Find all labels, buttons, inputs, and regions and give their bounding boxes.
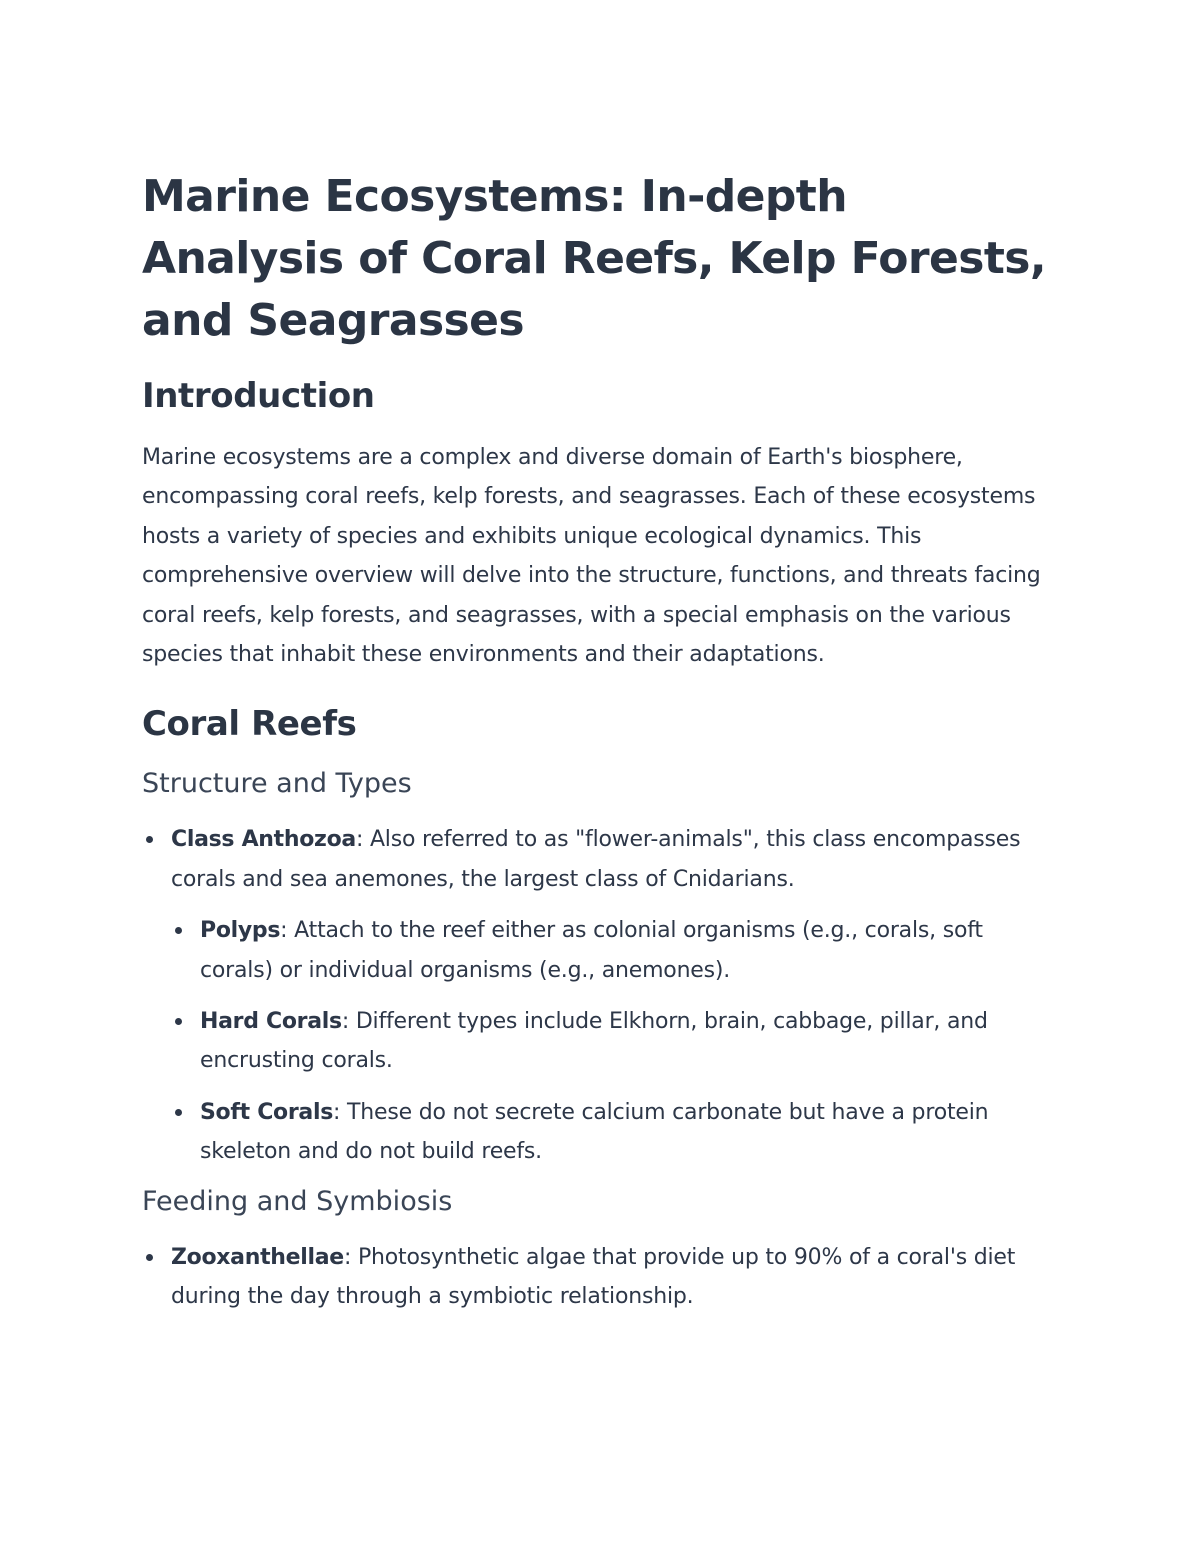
coral-reefs-heading: Coral Reefs [142,704,357,745]
description: : Also referred to as "flower-animals", this class encompasses corals and sea anemones, the largest class of Cnidarians. [171,827,1021,892]
anthozoa-sublist [171,911,1062,1171]
list-item-soft-corals [171,1093,1062,1172]
introduction-paragraph: Marine ecosystems are a complex and diverse domain of Earth's biosphere, encompassing coral reefs, kelp forests, and seagrasses. Each of these ecosystems hosts a variety of species and exhibits unique ecological dynamics. This comprehensive overview will delve into the structure, functions, and threats facing coral reefs, kelp forests, and seagrasses, with a special emphasis on the various species that inhabit these environments and their adaptations. [142,445,1041,668]
document-title: Marine Ecosystems: In-depth Analysis of Coral Reefs, Kelp Forests, and Seagrasses [142,171,1046,346]
coral-reefs-section [142,702,1062,1316]
description: : Different types include Elkhorn, brain, cabbage, pillar, and encrusting corals. [200,1009,988,1074]
list-item-hard-corals [171,1002,1062,1081]
term: Hard Corals [200,1009,342,1035]
feeding-symbiosis-heading: Feeding and Symbiosis [142,1185,453,1217]
bullet-icon [175,1109,182,1116]
list-item-class-anthozoa [142,820,1062,1171]
introduction-section [142,374,1062,674]
introduction-heading: Introduction [142,376,375,416]
structure-types-heading: Structure and Types [142,768,412,800]
term: Zooxanthellae [171,1244,344,1270]
bullet-icon [175,1018,182,1025]
bullet-icon [175,927,182,934]
document-page [142,166,1062,1329]
description: : These do not secrete calcium carbonate but have a protein skeleton and do not build reefs. [200,1099,989,1165]
list-item-zooxanthellae [142,1238,1062,1317]
term: Class Anthozoa [171,827,356,853]
term: Polyps [200,918,281,944]
bullet-icon [146,1254,153,1261]
bullet-icon [146,836,153,843]
description: : Attach to the reef either as colonial organisms (e.g., corals, soft corals) or individual organisms (e.g., anemones). [200,918,983,983]
feeding-list [142,1238,1062,1317]
term: Soft Corals [200,1099,333,1125]
structure-list [142,820,1062,1171]
list-item-polyps [171,911,1062,990]
description: : Photosynthetic algae that provide up to 90% of a coral's diet during the day through a symbiotic relationship. [171,1244,1016,1310]
